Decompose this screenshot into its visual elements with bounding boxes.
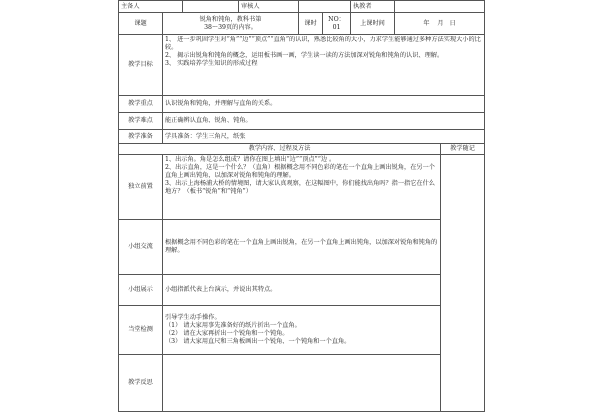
- host-value-cell: [183, 1, 239, 13]
- check-line-2: （1） 请大家用事先准备好的纸片折出一个直角。: [165, 322, 301, 329]
- difficulty-content-cell: [163, 113, 485, 130]
- reviewer-label: 审核人: [241, 2, 260, 10]
- date-label: 上课时间: [360, 19, 385, 27]
- independent-label: 独立前置: [128, 183, 153, 190]
- group-show-row: [119, 275, 485, 306]
- notes-header: 教学随记: [450, 145, 475, 152]
- reflection-label: 教学反思: [128, 379, 153, 386]
- process-header: 教学内容、过程及方法: [248, 145, 311, 152]
- host-label-cell: [119, 1, 183, 13]
- reflection-content-cell: [163, 355, 441, 412]
- preparation-content-cell: [163, 130, 485, 144]
- process-header-row: [119, 144, 485, 155]
- group-talk-content-cell: [163, 220, 441, 275]
- goals-text: [165, 36, 482, 94]
- difficulty-label-cell: [119, 113, 163, 130]
- executor-label-cell: [351, 1, 395, 13]
- topic-line-1: 锐角和钝角，教科书第: [199, 15, 262, 23]
- topic-label: 课题: [134, 19, 147, 27]
- goals-content-cell: [163, 35, 485, 96]
- group-talk-line-1: 根据概念用不同色彩的笔在一个直角上画出锐角，在另一个直角上画出钝角，以加深对锐角和钝角的理解。: [165, 239, 438, 254]
- reflection-row: [119, 355, 485, 412]
- period-value-cell: [323, 13, 351, 35]
- date-label-cell: [351, 13, 395, 35]
- preparation-label: 教学准备: [128, 132, 153, 140]
- check-content-cell: [163, 306, 441, 355]
- key-point-text: 认识锐角和钝角，并理解与直角的关系。: [165, 100, 277, 107]
- check-row: [119, 306, 485, 355]
- group-show-text: 小组指派代表上台演示，并说出其特点。: [165, 286, 277, 293]
- preparation-row: [119, 130, 485, 144]
- group-talk-label-cell: [119, 220, 163, 275]
- group-show-label: 小组展示: [128, 286, 153, 293]
- lesson-plan-sheet: [118, 0, 484, 398]
- independent-line-2: 2、出示直角，这是一个什么？（直角）根据概念用不同色彩的笔在一个直角上画出锐角，在另一个直角上画出钝角，以加深对锐角和钝角的理解。: [165, 164, 435, 179]
- goal-line-3: 3、 实践培养学生知识的形成过程: [165, 60, 258, 67]
- period-label-cell: [299, 13, 323, 35]
- notes-header-cell: [441, 144, 485, 155]
- difficulty-label: 教学难点: [128, 117, 153, 124]
- check-line-4: （3） 请大家用直尺和三角板画出一个锐角、一个钝角和一个直角。: [165, 338, 351, 345]
- topic-label-cell: [119, 13, 163, 35]
- goals-label: 教学目标: [128, 61, 153, 68]
- topic-content-cell: [163, 13, 299, 35]
- group-talk-label: 小组交流: [128, 243, 153, 250]
- group-show-content-cell: [163, 275, 441, 306]
- difficulty-text: 能正确辨认直角、锐角、钝角。: [165, 117, 252, 124]
- preparation-label-cell: [119, 130, 163, 144]
- check-text: [165, 314, 438, 346]
- period-value: NO：01: [328, 15, 345, 31]
- group-talk-row: [119, 220, 485, 275]
- executor-label: 执教者: [353, 2, 372, 10]
- independent-content-cell: [163, 155, 441, 220]
- day-label: 日: [449, 19, 456, 27]
- key-point-row: [119, 96, 485, 113]
- check-label: 当堂检测: [128, 326, 153, 333]
- check-line-1: 引导学生动手操作。: [165, 314, 221, 321]
- reviewer-value-cell: [299, 1, 351, 13]
- key-point-label-cell: [119, 96, 163, 113]
- key-point-content-cell: [163, 96, 485, 113]
- check-label-cell: [119, 306, 163, 355]
- executor-value-cell: [395, 1, 485, 13]
- month-label: 月: [437, 19, 444, 27]
- independent-line-1: 1、出示角。角是怎么组成？请你在图上填出“边”“顶点”“边 。: [165, 156, 336, 163]
- group-show-label-cell: [119, 275, 163, 306]
- key-point-label: 教学重点: [128, 100, 153, 107]
- reflection-label-cell: [119, 355, 163, 412]
- date-value-cell: [395, 13, 485, 35]
- process-header-cell: [119, 144, 441, 155]
- difficulty-row: [119, 113, 485, 130]
- preparation-text: 学具准备：学生三角尺，纸张: [165, 132, 246, 140]
- host-label: 主备人: [121, 2, 140, 10]
- header-row: [119, 1, 485, 13]
- independent-text: [165, 156, 438, 196]
- goals-row: [119, 35, 485, 96]
- group-talk-text: [165, 239, 438, 255]
- goal-line-2: 2、 揭示出锐角和钝角的概念，运用板书画一画，学生读一读的方法加深对锐角和钝角的认识、理解。: [165, 52, 444, 59]
- year-label: 年: [423, 19, 430, 27]
- independent-label-cell: [119, 155, 163, 220]
- reviewer-label-cell: [239, 1, 299, 13]
- period-label: 课时: [304, 19, 317, 27]
- notes-cell: [441, 155, 485, 412]
- independent-row: [119, 155, 485, 220]
- check-line-3: （2） 请在大家再折出一个锐角和一个钝角。: [165, 330, 289, 337]
- topic-row: [119, 13, 485, 35]
- goals-label-cell: [119, 35, 163, 96]
- lesson-plan-table: [118, 0, 485, 412]
- independent-line-3: 3、出示上海杨浦大桥的情境图，请大家认真观察，在这幅图中，你们能找出角吗？指一指它在什么地方？（板书“锐角”和“钝角”）: [165, 180, 435, 195]
- topic-line-2: 38～39页的内容。: [204, 23, 257, 31]
- goal-line-1: 1、 进一步巩固学生对“角”“边”“顶点”“直角”的认识，熟悉比较角的大小，力求学生能够通过多种方法实现大小的比较。: [165, 36, 481, 51]
